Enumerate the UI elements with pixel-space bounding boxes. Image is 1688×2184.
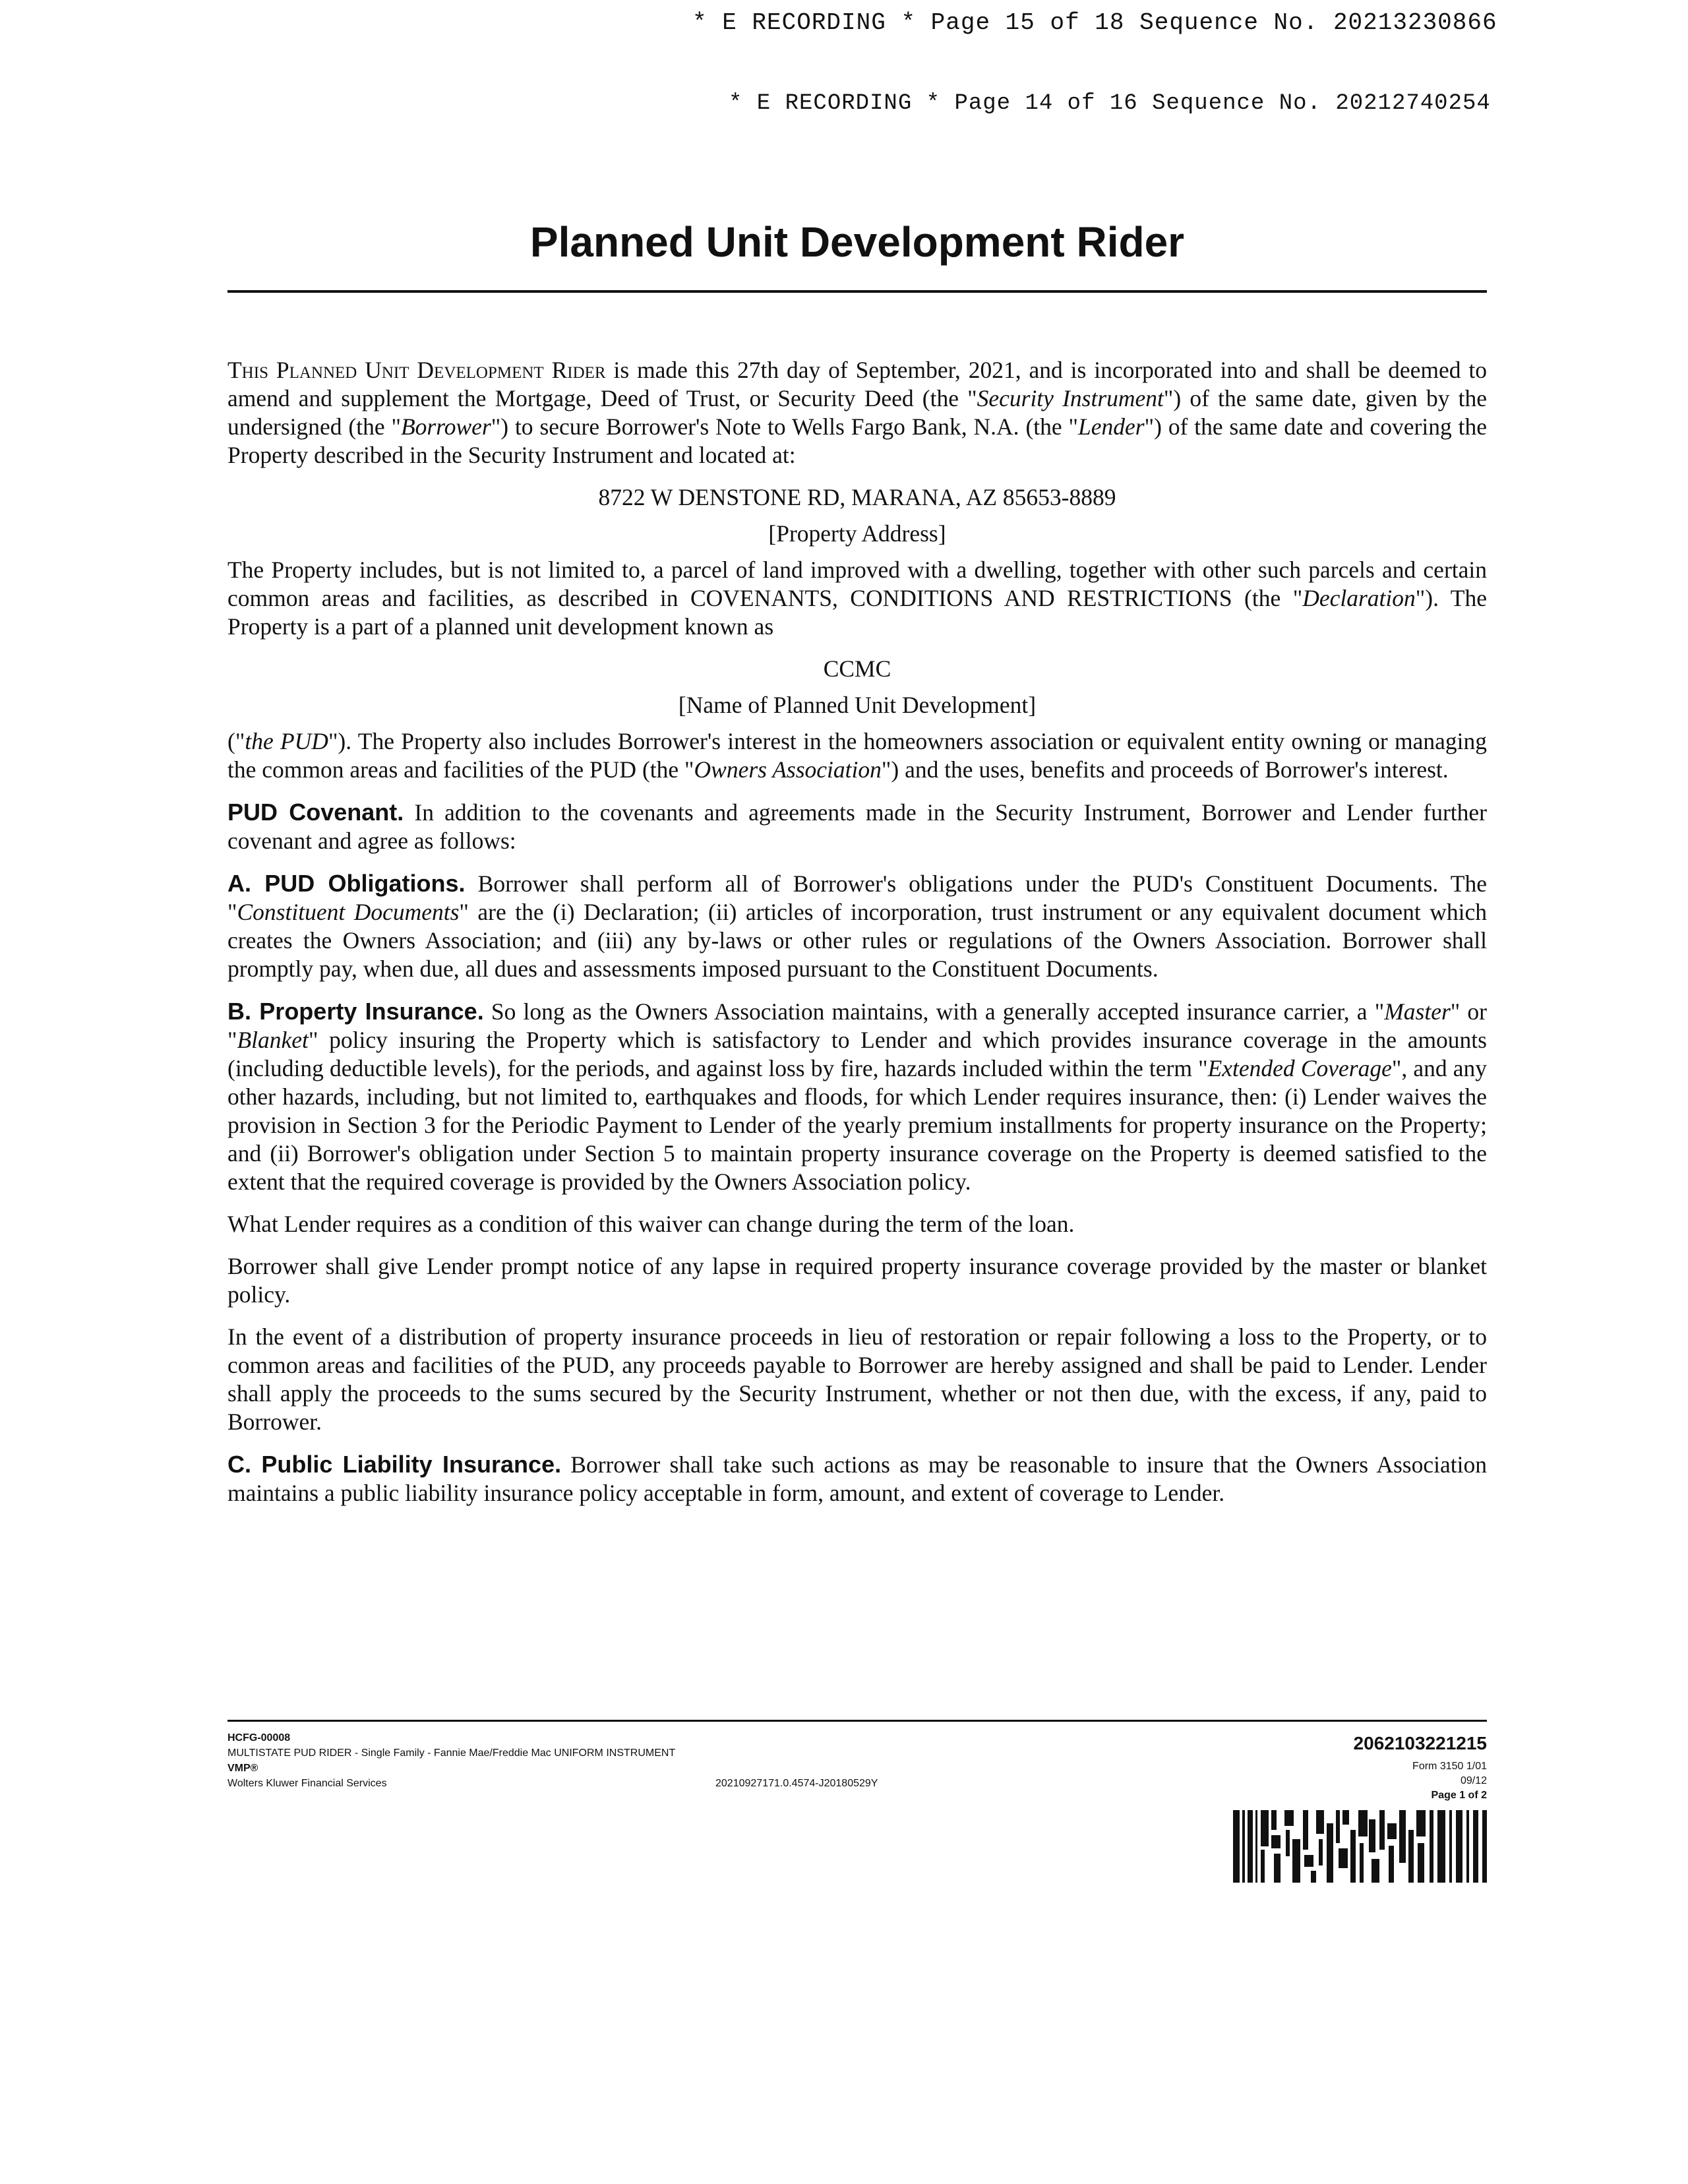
- intro-text: ") to secure Borrower's Note to Wells Fargo Bank, N.A. (the ": [491, 413, 1079, 440]
- term-extended-coverage: Extended Coverage: [1207, 1055, 1392, 1081]
- term-lender: Lender: [1078, 413, 1145, 440]
- section-a-heading: A. PUD Obligations.: [227, 870, 466, 897]
- footer-page-number: Page 1 of 2: [1431, 1790, 1487, 1801]
- footer-vmp-mark: VMP®: [227, 1763, 258, 1774]
- property-address: 8722 W DENSTONE RD, MARANA, AZ 85653-8889: [598, 484, 1116, 510]
- footer-loan-number: 2062103221215: [1353, 1733, 1487, 1753]
- recording-stamp-primary: * E RECORDING * Page 15 of 18 Sequence No. 20213230866: [692, 9, 1497, 36]
- section-b-text: " policy insuring the Property which is satisfactory to Lender and which provides insurance coverage in the amounts (including deductible levels), for the periods, and against loss by fire, hazards included within the term ": [227, 1027, 1487, 1081]
- document-body: [227, 356, 1487, 1521]
- section-c-paragraph: [227, 1450, 1487, 1507]
- footer-form-date: 09/12: [1460, 1775, 1487, 1786]
- section-b-notice-paragraph: Borrower shall give Lender prompt notice of any lapse in required property insurance coverage provided by the master or blanket policy.: [227, 1253, 1487, 1308]
- term-owners-association: Owners Association: [694, 756, 882, 783]
- footer-publisher: Wolters Kluwer Financial Services: [227, 1778, 387, 1789]
- footer-divider: [227, 1720, 1487, 1722]
- pud-name: CCMC: [823, 655, 891, 682]
- declaration-text: The Property includes, but is not limited to, a parcel of land improved with a dwelling, together with other such parcels and certain common areas and facilities, as described in COVENANTS, CONDITIONS AND RESTRICTIONS (the ": [227, 557, 1487, 611]
- footer-form-code: HCFG-00008: [227, 1732, 291, 1744]
- section-b-heading: B. Property Insurance.: [227, 998, 484, 1025]
- footer-form-number: Form 3150 1/01: [1412, 1761, 1487, 1772]
- pud-text: ") and the uses, benefits and proceeds of Borrower's interest.: [881, 756, 1449, 783]
- document-title: Planned Unit Development Rider: [529, 218, 1185, 266]
- footer-form-description: MULTISTATE PUD RIDER - Single Family - Fannie Mae/Freddie Mac UNIFORM INSTRUMENT: [227, 1747, 676, 1759]
- intro-paragraph: [227, 356, 1487, 470]
- section-a-paragraph: [227, 869, 1487, 983]
- covenant-paragraph: [227, 798, 1487, 855]
- pud-text: "). The Property also includes Borrower's interest in the homeowners association or equivalent entity owning or managing the common areas and facilities of the PUD (the ": [227, 728, 1487, 783]
- section-c-text: Borrower shall take such actions as may be reasonable to insure that the Owners Association maintains a public liability insurance policy acceptable in form, amount, and extent of coverage to Lender.: [227, 1451, 1487, 1506]
- property-address-label: [Property Address]: [768, 520, 946, 547]
- pud-text: (": [227, 728, 245, 754]
- term-the-pud: the PUD: [245, 728, 328, 754]
- term-master: Master: [1384, 998, 1451, 1025]
- section-a-text: Borrower shall perform all of Borrower's obligations under the PUD's Constituent Documents. The ": [227, 870, 1487, 925]
- section-b-text: So long as the Owners Association maintains, with a generally accepted insurance carrier, a ": [483, 998, 1385, 1025]
- section-b-proceeds-paragraph: In the event of a distribution of property insurance proceeds in lieu of restoration or repair following a loss to the Property, or to common areas and facilities of the PUD, any proceeds payable to Borrower are hereby assigned and shall be paid to Lender. Lender shall apply the proceeds to the sums secured by the Security Instrument, whether or not then due, with the excess, if any, paid to Borrower.: [227, 1323, 1487, 1435]
- intro-text: ") of the same date and covering the Property described in the Security Instrument and located at:: [227, 413, 1488, 468]
- section-b-paragraph: [227, 997, 1487, 1196]
- term-borrower: Borrower: [400, 413, 491, 440]
- intro-text: is made this 27th day of September, 2021, and is incorporated into and shall be deemed to amend and supplement the Mortgage, Deed of Trust, or Security Deed (the ": [227, 357, 1487, 411]
- pud-paragraph: [227, 727, 1487, 784]
- declaration-paragraph: [227, 556, 1487, 641]
- pud-name-label: [Name of Planned Unit Development]: [678, 692, 1037, 718]
- declaration-text: "). The Property is a part of a planned unit development known as: [227, 585, 1487, 640]
- title-divider: [227, 290, 1487, 293]
- section-b-waiver-paragraph: What Lender requires as a condition of this waiver can change during the term of the loan.: [227, 1211, 1075, 1237]
- term-constituent-documents: Constituent Documents: [237, 899, 460, 925]
- intro-text: ") of the same date, given by the undersigned (the ": [227, 385, 1487, 440]
- section-a-text: " are the (i) Declaration; (ii) articles of incorporation, trust instrument or any equivalent document which creates the Owners Association; and (iii) any by-laws or other rules or regulations of the Owners Association. Borrower shall promptly pay, when due, all dues and assessments imposed pursuant to the Constituent Documents.: [227, 899, 1487, 982]
- section-b-text: ", and any other hazards, including, but not limited to, earthquakes and floods, for which Lender requires insurance, then: (i) Lender waives the provision in Section 3 for the Periodic Payment to Lender of the yearly premium installments for property insurance on the Property; and (ii) Borrower's obligation under Section 5 to maintain property insurance coverage on the Property is deemed satisfied to the extent that the required coverage is provided by the Owners Association policy.: [227, 1055, 1487, 1195]
- covenant-heading: PUD Covenant.: [227, 799, 404, 826]
- term-declaration: Declaration: [1302, 585, 1416, 611]
- section-c-heading: C. Public Liability Insurance.: [227, 1451, 562, 1478]
- term-security-instrument: Security Instrument: [977, 385, 1164, 411]
- covenant-text: In addition to the covenants and agreements made in the Security Instrument, Borrower and Lender further covenant and agree as follows:: [227, 799, 1487, 854]
- recording-stamp-secondary: * E RECORDING * Page 14 of 16 Sequence No. 20212740254: [729, 91, 1491, 116]
- term-blanket: Blanket: [237, 1027, 309, 1053]
- barcode-icon: [1233, 1810, 1487, 1883]
- section-b-text: " or ": [227, 998, 1487, 1053]
- footer-tracking-number: 20210927171.0.4574-J20180529Y: [715, 1778, 878, 1789]
- intro-lead: This Planned Unit Development Rider: [227, 357, 606, 383]
